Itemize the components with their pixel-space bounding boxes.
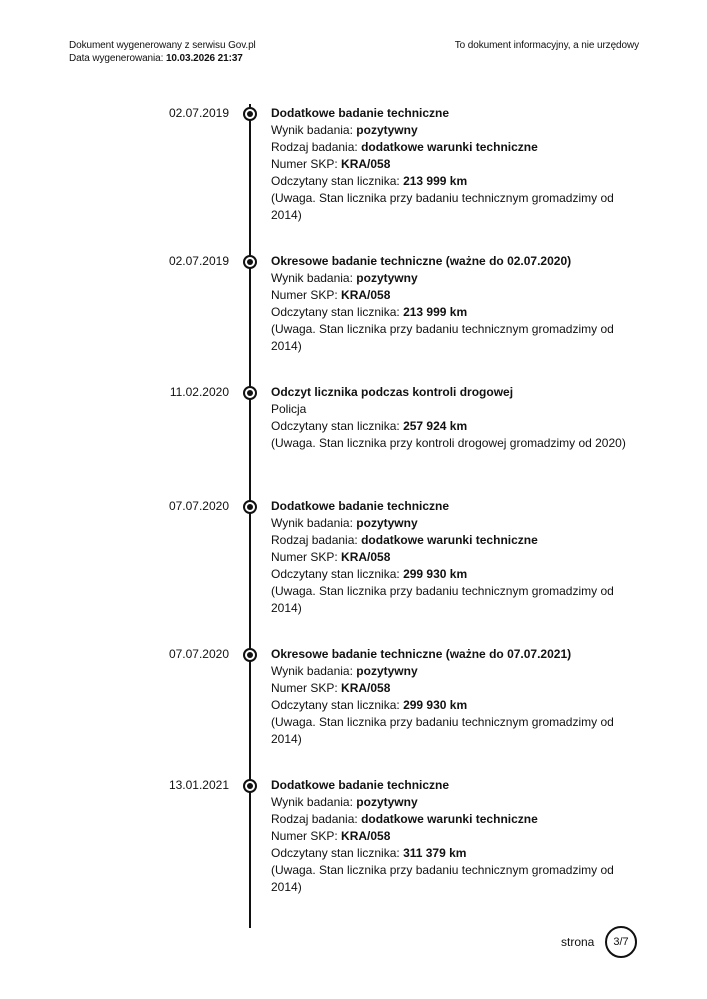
page-number: 3/7 [613, 936, 629, 948]
informational-notice: To dokument informacyjny, a nie urzędowy [454, 40, 639, 51]
entry-result: Wynik badania: pozytywny [271, 271, 418, 285]
entry-inspection-type: Rodzaj badania: dodatkowe warunki techniczne [271, 140, 538, 154]
entry-skp-number: Numer SKP: KRA/058 [271, 681, 391, 695]
entry-odometer: Odczytany stan licznika: 311 379 km [271, 846, 467, 860]
entry-skp-number: Numer SKP: KRA/058 [271, 550, 391, 564]
entry-date: 11.02.2020 [169, 385, 229, 399]
entry-note: (Uwaga. Stan licznika przy kontroli drogowej gromadzimy od 2020) [271, 436, 626, 450]
entry-odometer: Odczytany stan licznika: 299 930 km [271, 567, 468, 581]
entry-odometer: Odczytany stan licznika: 299 930 km [271, 698, 468, 712]
entry-date: 07.07.2020 [168, 499, 229, 513]
entry-inspection-type: Rodzaj badania: dodatkowe warunki techniczne [271, 533, 538, 547]
entry-result: Wynik badania: pozytywny [271, 664, 418, 678]
entry-details [271, 253, 631, 355]
timeline-marker-icon [243, 386, 257, 400]
entry-details [271, 384, 631, 452]
entry-inspection-type: Rodzaj badania: dodatkowe warunki techniczne [271, 812, 538, 826]
timeline-line [249, 104, 251, 928]
entry-date: 02.07.2019 [168, 106, 229, 120]
entry-skp-number: Numer SKP: KRA/058 [271, 288, 391, 302]
entry-odometer: Odczytany stan licznika: 257 924 km [271, 419, 468, 433]
timeline-marker-icon [243, 255, 257, 269]
entry-note: (Uwaga. Stan licznika przy badaniu technicznym gromadzimy od 2014) [271, 715, 614, 746]
entry-skp-number: Numer SKP: KRA/058 [271, 157, 391, 171]
entry-title: Dodatkowe badanie techniczne [271, 106, 450, 120]
timeline-marker-icon [243, 779, 257, 793]
page-number-badge [605, 926, 637, 958]
page-label: strona [561, 935, 595, 949]
entry-title: Dodatkowe badanie techniczne [271, 499, 450, 513]
entry-title: Odczyt licznika podczas kontroli drogowej [271, 385, 514, 399]
entry-note: (Uwaga. Stan licznika przy badaniu technicznym gromadzimy od 2014) [271, 584, 614, 615]
entry-details [271, 498, 631, 617]
timeline-marker-icon [243, 107, 257, 121]
entry-details [271, 646, 631, 748]
entry-source: Policja [271, 402, 307, 416]
entry-result: Wynik badania: pozytywny [271, 123, 418, 137]
generated-from-text: Dokument wygenerowany z serwisu Gov.pl [69, 40, 256, 51]
entry-note: (Uwaga. Stan licznika przy badaniu technicznym gromadzimy od 2014) [271, 322, 614, 353]
entry-date: 07.07.2020 [168, 647, 229, 661]
generation-date-value: 10.03.2026 21:37 [165, 53, 243, 64]
entry-date: 02.07.2019 [168, 254, 229, 268]
entry-title: Okresowe badanie techniczne (ważne do 02.07.2020) [271, 254, 572, 268]
generation-date-line [69, 52, 256, 65]
document-header-left [69, 39, 256, 65]
entry-title: Okresowe badanie techniczne (ważne do 07.07.2021) [271, 647, 572, 661]
entry-result: Wynik badania: pozytywny [271, 795, 418, 809]
entry-details [271, 105, 631, 224]
entry-result: Wynik badania: pozytywny [271, 516, 418, 530]
entry-odometer: Odczytany stan licznika: 213 999 km [271, 305, 468, 319]
entry-odometer: Odczytany stan licznika: 213 999 km [271, 174, 468, 188]
timeline-marker-icon [243, 500, 257, 514]
entry-details [271, 777, 631, 896]
entry-title: Dodatkowe badanie techniczne [271, 778, 450, 792]
entry-note: (Uwaga. Stan licznika przy badaniu technicznym gromadzimy od 2014) [271, 191, 614, 222]
entry-date: 13.01.2021 [168, 778, 229, 792]
entry-skp-number: Numer SKP: KRA/058 [271, 829, 391, 843]
entry-note: (Uwaga. Stan licznika przy badaniu technicznym gromadzimy od 2014) [271, 863, 614, 894]
generation-date-label: Data wygenerowania: [69, 53, 166, 64]
timeline-marker-icon [243, 648, 257, 662]
